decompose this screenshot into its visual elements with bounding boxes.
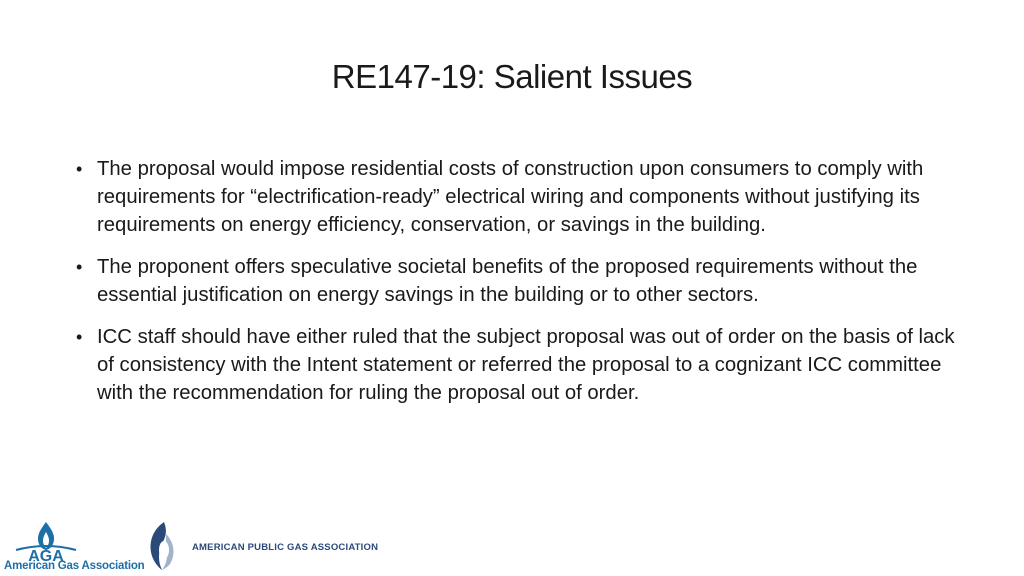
apga-logo — [144, 520, 404, 572]
aga-flame-logo-icon — [6, 520, 86, 562]
bullet-list — [74, 155, 959, 421]
bullet-text: The proponent offers speculative societal benefits of the proposed requirements without the essential justification on energy savings in the building or to other sectors. — [97, 256, 918, 306]
bullet-item — [74, 253, 959, 309]
bullet-marker: • — [76, 257, 83, 277]
apga-name: AMERICAN PUBLIC GAS ASSOCIATION — [192, 542, 379, 553]
svg-text:AGA: AGA — [28, 548, 64, 562]
bullet-text: ICC staff should have either ruled that the subject proposal was out of order on the basis of lack of consistency with the Intent statement or referred the proposal to a cognizant ICC committee with the recommendation for ruling the proposal out of order. — [97, 326, 955, 404]
footer — [0, 516, 1024, 576]
aga-name: American Gas Association — [4, 560, 145, 572]
bullet-item — [74, 323, 959, 407]
slide-title: RE147-19: Salient Issues — [331, 58, 693, 95]
bullet-item — [74, 155, 959, 239]
bullet-marker: • — [76, 159, 83, 179]
apga-flame-icon — [144, 520, 180, 572]
aga-logo — [4, 520, 144, 576]
bullet-text: The proposal would impose residential costs of construction upon consumers to comply with requirements for “electrification-ready” electrical wiring and components without justifying its requirements on energy efficiency, conservation, or savings in the building. — [97, 158, 924, 236]
bullet-marker: • — [76, 327, 83, 347]
